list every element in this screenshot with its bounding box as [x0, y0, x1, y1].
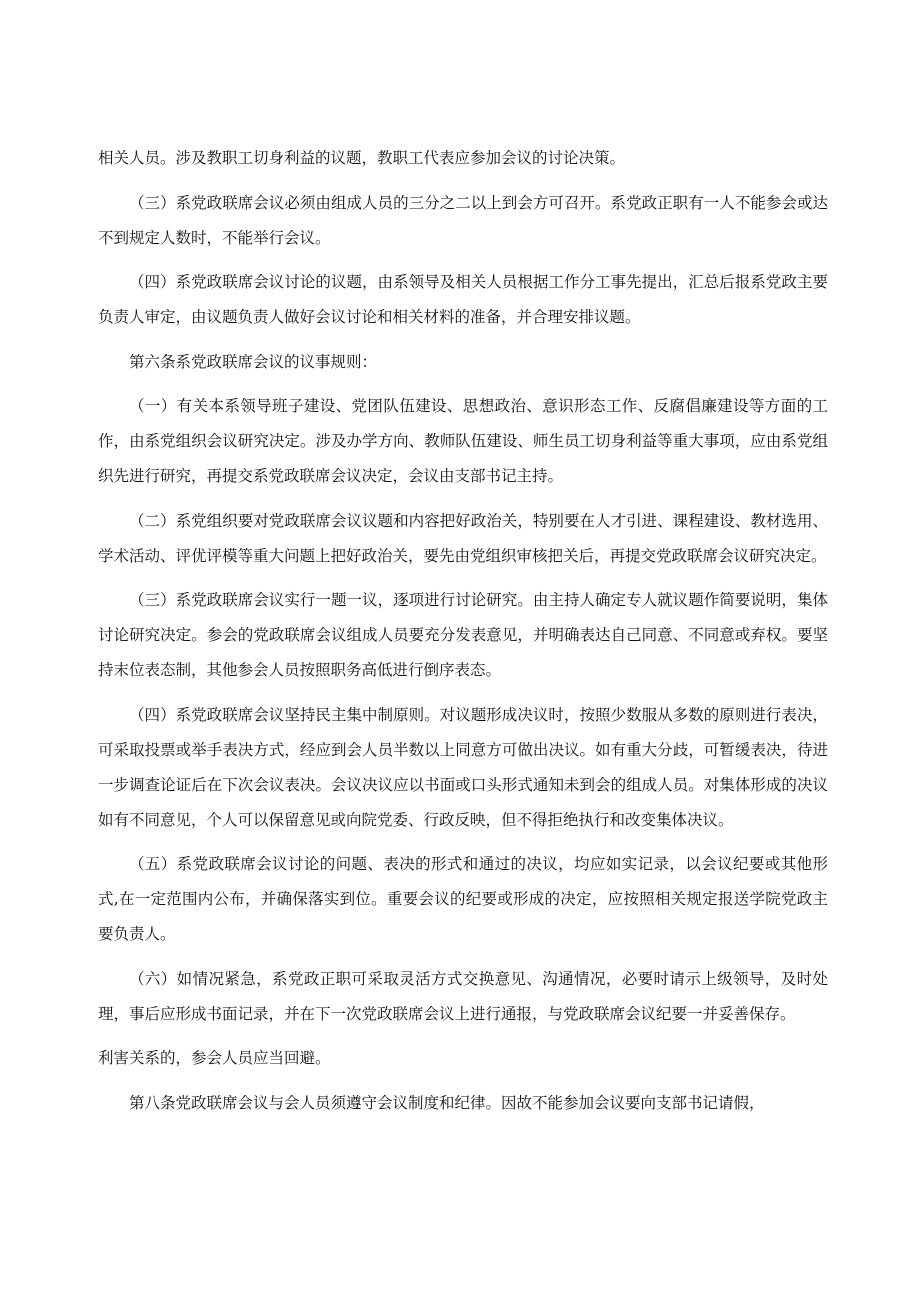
paragraph-7: （三）系党政联席会议实行一题一议，逐项进行讨论研究。由主持人确定专人就议题作简要说明，集体讨论研究决定。参会的党政联席会议组成人员要充分发表意见，并明确表达自己同意、不同意或弃权。要坚持末位表态制，其他参会人员按照职务高低进行倒序表态。	[98, 591, 828, 679]
article-6-heading: 第六条系党政联席会议的议事规则：	[129, 352, 378, 371]
paragraph-11: 利害关系的，参会人员应当回避。	[98, 1049, 331, 1067]
paragraph-3: （四）系党政联席会议讨论的议题，由系领导及相关人员根据工作分工事先提出，汇总后报系党政主要负责人审定，由议题负责人做好会议讨论和相关材料的准备，并合理安排议题。	[98, 273, 828, 326]
paragraph-2: （三）系党政联席会议必须由组成人员的三分之二以上到会方可召开。系党政正职有一人不能参会或达不到规定人数时，不能举行会议。	[98, 193, 828, 247]
paragraph-10: （六）如情况紧急，系党政正职可采取灵活方式交换意见、沟通情况，必要时请示上级领导，及时处理，事后应形成书面记录，并在下一次党政联席会议上进行通报，与党政联席会议纪要一并妥善保存。	[98, 969, 828, 1023]
article-8-paragraph: 第八条党政联席会议与会人员须遵守会议制度和纪律。因故不能参加会议要向支部书记请假，	[129, 1093, 765, 1112]
paragraph-9: （五）系党政联席会议讨论的问题、表决的形式和通过的决议，均应如实记录，以会议纪要或其他形式,在一定范围内公布，并确保落实到位。重要会议的纪要或形成的决定，应按照相关规定报送学院党政主要负责人。	[98, 855, 828, 943]
paragraph-8: （四）系党政联席会议坚持民主集中制原则。对议题形成决议时，按照少数服从多数的原则进行表决，可采取投票或举手表决方式，经应到会人员半数以上同意方可做出决议。如有重大分歧，可暂缓表决，待进一步调查论证后在下次会议表决。会议决议应以书面或口头形式通知未到会的组成人员。对集体形成的决议如有不同意见，个人可以保留意见或向院党委、行政反映，但不得拒绝执行和改变集体决议。	[98, 705, 828, 829]
paragraph-5: （一）有关本系领导班子建设、党团队伍建设、思想政治、意识形态工作、反腐倡廉建设等方面的工作，由系党组织会议研究决定。涉及办学方向、教师队伍建设、师生员工切身利益等重大事项，应由系党组织先进行研究，再提交系党政联席会议决定，会议由支部书记主持。	[98, 397, 828, 485]
paragraph-6: （二）系党组织要对党政联席会议议题和内容把好政治关，特别要在人才引进、课程建设、教材选用、学术活动、评优评模等重大问题上把好政治关，要先由党组织审核把关后，再提交党政联席会议研究决定。	[98, 511, 828, 565]
document-page	[98, 141, 828, 1130]
paragraph-1: 相关人员。涉及教职工切身利益的议题，教职工代表应参加会议的讨论决策。	[98, 149, 626, 167]
